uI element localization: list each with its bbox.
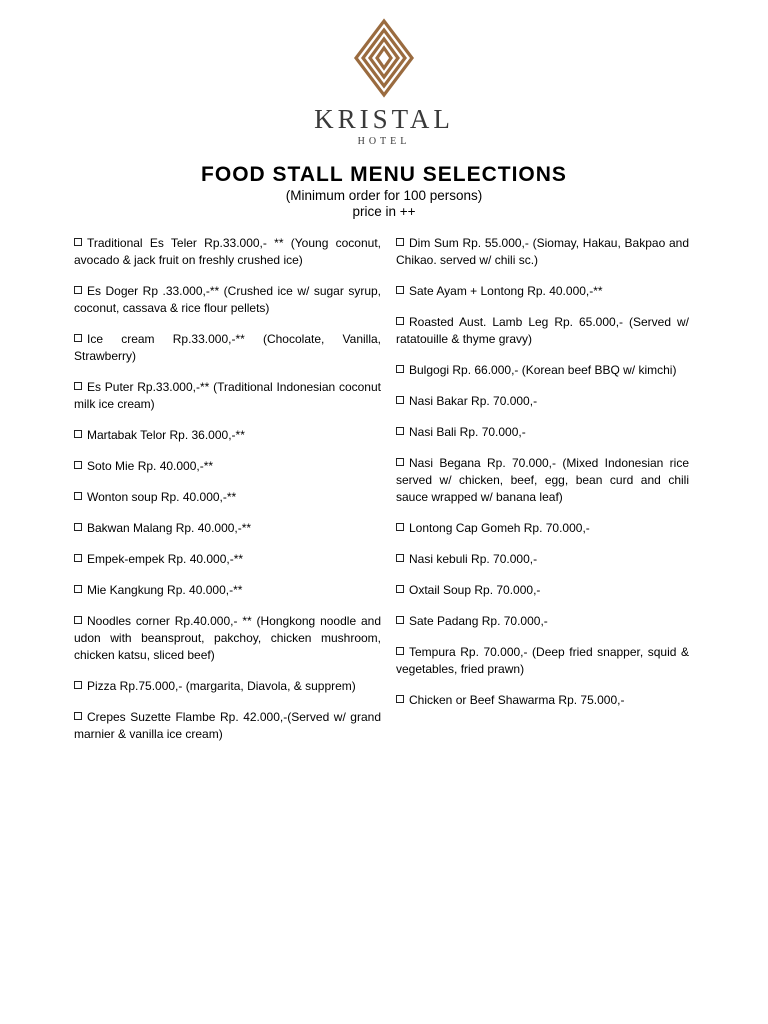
menu-item: Noodles corner Rp.40.000,- ** (Hongkong noodle and udon with beansprout, pakchoy, chicken mushroom, chicken katsu, sliced beef) xyxy=(74,614,381,662)
menu-item: Nasi Bali Rp. 70.000,- xyxy=(396,424,689,441)
checkbox-bullet-icon xyxy=(74,238,82,246)
menu-item: Crepes Suzette Flambe Rp. 42.000,-(Served w/ grand marnier & vanilla ice cream) xyxy=(74,710,381,741)
menu-item: Ice cream Rp.33.000,-** (Chocolate, Vanilla, Strawberry) xyxy=(74,332,381,363)
menu-item: Wonton soup Rp. 40.000,-** xyxy=(74,489,381,506)
checkbox-bullet-icon xyxy=(74,616,82,624)
checkbox-bullet-icon xyxy=(396,616,404,624)
menu-item: Mie Kangkung Rp. 40.000,-** xyxy=(74,582,381,599)
menu-item: Traditional Es Teler Rp.33.000,- ** (Young coconut, avocado & jack fruit on freshly crushed ice) xyxy=(74,236,381,267)
menu-item: Roasted Aust. Lamb Leg Rp. 65.000,- (Served w/ ratatouille & thyme gravy) xyxy=(396,315,689,346)
menu-column-left xyxy=(74,235,381,757)
checkbox-bullet-icon xyxy=(74,585,82,593)
menu-item: Nasi Begana Rp. 70.000,- (Mixed Indonesian rice served w/ chicken, beef, egg, bean curd and chili sauce wrapped w/ banana leaf) xyxy=(396,456,689,504)
menu-item: Nasi Bakar Rp. 70.000,- xyxy=(396,393,689,410)
minimum-order-note: (Minimum order for 100 persons) xyxy=(285,188,483,203)
menu-item: Bakwan Malang Rp. 40.000,-** xyxy=(74,520,381,537)
menu-item: Empek-empek Rp. 40.000,-** xyxy=(74,551,381,568)
menu-item: Chicken or Beef Shawarma Rp. 75.000,- xyxy=(396,692,689,709)
menu-item: Lontong Cap Gomeh Rp. 70.000,- xyxy=(396,520,689,537)
checkbox-bullet-icon xyxy=(74,286,82,294)
checkbox-bullet-icon xyxy=(74,681,82,689)
brand-name: KRISTAL xyxy=(314,104,454,134)
menu-item: Dim Sum Rp. 55.000,- (Siomay, Hakau, Bakpao and Chikao. served w/ chili sc.) xyxy=(396,236,689,267)
checkbox-bullet-icon xyxy=(396,647,404,655)
menu-column-right xyxy=(396,235,689,723)
diamond-logo-icon xyxy=(353,18,415,98)
price-note: price in ++ xyxy=(352,204,416,219)
checkbox-bullet-icon xyxy=(74,382,82,390)
checkbox-bullet-icon xyxy=(396,427,404,435)
checkbox-bullet-icon xyxy=(74,492,82,500)
menu-item: Es Doger Rp .33.000,-** (Crushed ice w/ sugar syrup, coconut, cassava & rice flour pellets) xyxy=(74,284,381,315)
checkbox-bullet-icon xyxy=(396,286,404,294)
checkbox-bullet-icon xyxy=(396,458,404,466)
checkbox-bullet-icon xyxy=(396,317,404,325)
checkbox-bullet-icon xyxy=(396,695,404,703)
checkbox-bullet-icon xyxy=(74,523,82,531)
checkbox-bullet-icon xyxy=(396,238,404,246)
menu-item: Sate Padang Rp. 70.000,- xyxy=(396,613,689,630)
brand-subtitle: HOTEL xyxy=(357,136,411,147)
checkbox-bullet-icon xyxy=(396,585,404,593)
hotel-logo xyxy=(0,18,768,148)
checkbox-bullet-icon xyxy=(396,554,404,562)
menu-item: Pizza Rp.75.000,- (margarita, Diavola, & supprem) xyxy=(74,678,381,695)
checkbox-bullet-icon xyxy=(74,712,82,720)
menu-item: Oxtail Soup Rp. 70.000,- xyxy=(396,582,689,599)
menu-item: Tempura Rp. 70.000,- (Deep fried snapper, squid & vegetables, fried prawn) xyxy=(396,645,689,676)
page-title: FOOD STALL MENU SELECTIONS xyxy=(201,163,567,186)
menu-heading xyxy=(0,162,768,220)
menu-item: Nasi kebuli Rp. 70.000,- xyxy=(396,551,689,568)
checkbox-bullet-icon xyxy=(396,396,404,404)
menu-item: Sate Ayam + Lontong Rp. 40.000,-** xyxy=(396,283,689,300)
menu-item: Martabak Telor Rp. 36.000,-** xyxy=(74,427,381,444)
menu-item: Soto Mie Rp. 40.000,-** xyxy=(74,458,381,475)
checkbox-bullet-icon xyxy=(74,430,82,438)
checkbox-bullet-icon xyxy=(74,334,82,342)
checkbox-bullet-icon xyxy=(74,461,82,469)
checkbox-bullet-icon xyxy=(396,523,404,531)
checkbox-bullet-icon xyxy=(74,554,82,562)
menu-item: Bulgogi Rp. 66.000,- (Korean beef BBQ w/ kimchi) xyxy=(396,362,689,379)
menu-item: Es Puter Rp.33.000,-** (Traditional Indonesian coconut milk ice cream) xyxy=(74,380,381,411)
checkbox-bullet-icon xyxy=(396,365,404,373)
